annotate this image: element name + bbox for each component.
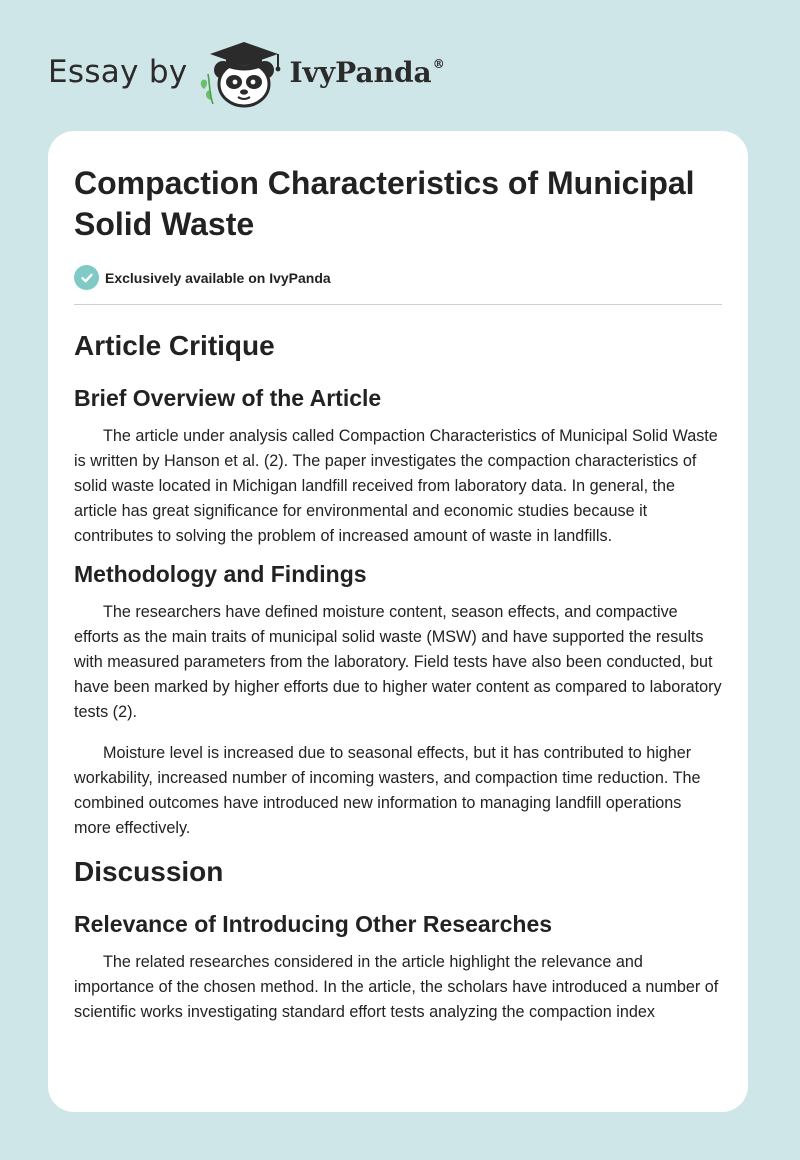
panda-graduation-cap-icon[interactable] [196,34,288,110]
exclusive-label: Exclusively available on IvyPanda [105,269,331,286]
article-title: Compaction Characteristics of Municipal Solid Waste [74,165,695,242]
paragraph: The researchers have defined moisture content, season effects, and compactive efforts as the main traits of municipal solid waste (MSW) and have supported the results with measured parameters from the laboratory. Field tests have also been conducted, but have been marked by higher efforts due to higher water content as compared to laboratory tests (2). [74,603,722,721]
brand-name[interactable] [290,56,445,89]
paragraph: The related researches considered in the article highlight the relevance and importance of the chosen method. In the article, the scholars have introduced a number of scientific works investigating standard effort tests analyzing the compaction index [74,953,719,1021]
brand-name-text[interactable]: IvyPanda [289,55,432,89]
divider [74,304,722,305]
check-icon [74,265,99,290]
subsection-heading-relevance: Relevance of Introducing Other Researches [74,911,553,937]
paragraph: Moisture level is increased due to seasonal effects, but it has contributed to higher workability, increased number of incoming wasters, and compaction time reduction. The combined outcomes have introduced new information to managing landfill operations more effectively. [74,744,701,837]
article-card [48,131,748,1112]
section-heading-discussion: Discussion [74,856,224,887]
registered-mark: ® [432,56,445,71]
exclusive-badge [74,265,722,290]
paragraph: The article under analysis called Compaction Characteristics of Municipal Solid Waste is written by Hanson et al. (2). The paper investigates the compaction characteristics of solid waste located in Michigan landfill received from laboratory data. In general, the article has great significance for environmental and economic studies because it contributes to solving the problem of increased amount of waste in landfills. [74,427,718,545]
site-header [48,34,445,110]
brand-prefix: Essay by [48,54,188,90]
section-heading-article-critique: Article Critique [74,330,275,361]
subsection-heading-methodology: Methodology and Findings [74,561,367,587]
subsection-heading-brief-overview: Brief Overview of the Article [74,385,382,411]
